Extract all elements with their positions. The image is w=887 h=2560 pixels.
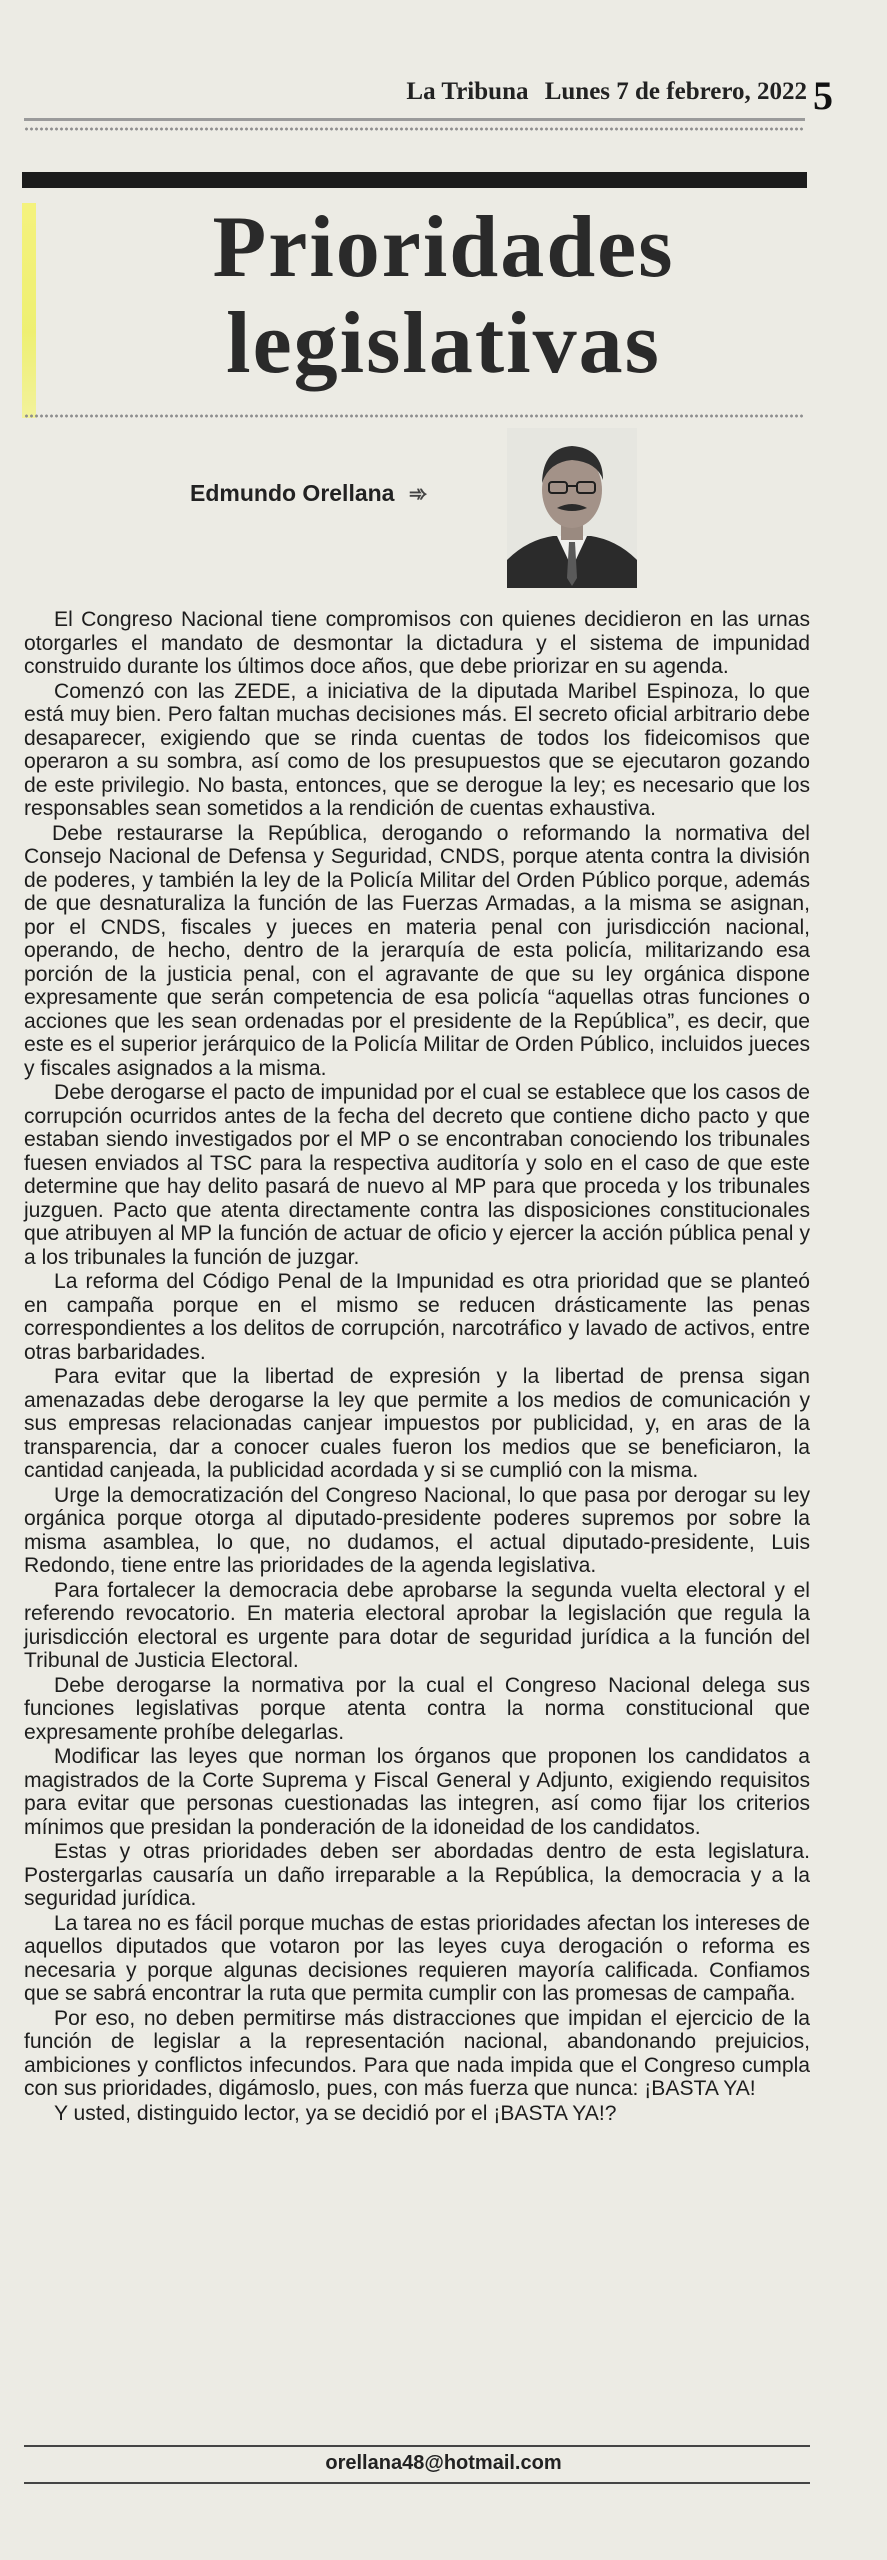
article-paragraph: Y usted, distinguido lector, ya se decidió por el ¡BASTA YA!?	[54, 2101, 617, 2125]
author-portrait	[507, 428, 637, 588]
article-paragraph: Modificar las leyes que norman los órganos que proponen los candidatos a magistrados de la Corte Suprema y Fiscal General y Adjunto, exigiendo requisitos para evitar que personas cuestionadas las integren, así como fijar los criterios mínimos que presidan la ponderación de la idoneidad de los candidatos.	[24, 1745, 810, 1839]
footer-rule-bottom	[24, 2482, 810, 2484]
headline-bar	[22, 172, 807, 188]
headline-line-1: Prioridades	[212, 199, 675, 296]
author-email: orellana48@hotmail.com	[325, 2452, 562, 2474]
article-paragraph: La tarea no es fácil porque muchas de estas prioridades afectan los intereses de aquellos diputados que votaron por las leyes cuya derogación o reforma es necesaria y porque algunas decisiones requieren mayoría calificada. Confiamos que se sabrá encontrar la ruta que permita cumplir con las promesas de campaña.	[24, 1911, 810, 2005]
article-paragraph: Debe derogarse el pacto de impunidad por el cual se establece que los casos de corrupción ocurridos antes de la fecha del decreto que contiene dicho pacto y que estaban siendo investigados por el MP o se encontraban conociendo los tribunales fuesen enviados al TSC para la respectiva auditoría y solo en el caso de que este determine que hay delito pasará de nuevo al MP para que proceda y los tribunales juzguen. Pacto que atenta directamente contra las disposiciones constitucionales que atribuyen al MP la función de actuar de oficio y ejercer la acción pública penal y a los tribunales la función de juzgar.	[24, 1081, 810, 1269]
article-paragraph: Urge la democratización del Congreso Nacional, lo que pasa por derogar su ley orgánica porque otorga al diputado-presidente poderes supremos por sobre la misma asamblea, lo que, no dudamos, el actual diputado-presidente, Luis Redondo, tiene entre las prioridades de la agenda legislativa.	[24, 1483, 810, 1577]
author-photo-icon	[507, 428, 637, 588]
masthead-rule	[24, 118, 805, 121]
article-paragraph: Estas y otras prioridades deben ser abordadas dentro de esta legislatura. Postergarlas causaría un daño irreparable a la República, la democracia y a la seguridad jurídica.	[24, 1840, 810, 1910]
newspaper-name: La Tribuna	[406, 78, 529, 105]
article-paragraph: Para evitar que la libertad de expresión y la libertad de prensa sigan amenazadas debe derogarse la ley que permite a los medios de comunicación y sus empresas relacionadas canjear impuestos por publicidad, y, en aras de la transparencia, dar a conocer cuales fueron los medios que se beneficiaron, la cantidad canjeada, la publicidad acordada y si se cumplió con la misma.	[24, 1365, 810, 1482]
article-paragraph: Debe derogarse la normativa por la cual el Congreso Nacional delega sus funciones legislativas porque atenta contra la norma constitucional que expresamente prohíbe delegarlas.	[24, 1673, 810, 1744]
article-paragraph: Debe restaurarse la República, derogando o reformando la normativa del Consejo Nacional de Defensa y Seguridad, CNDS, porque atenta contra la división de poderes, y también la ley de la Policía Militar del Orden Público porque, además de que desnaturaliza la función de las Fuerzas Armadas, a la misma se asignan, por el CNDS, fiscales y jueces en materia penal con jurisdicción nacional, operando, de hecho, dentro de la jerarquía de esta policía, militarizando esa porción de la justicia penal, con el agravante de que su ley orgánica dispone expresamente que serán competencia de esa policía “aquellas otras funciones o acciones que les sean ordenadas por el presidente de la República”, es decir, que este es el superior jerárquico de la Policía Militar de Orden Público, incluidos jueces y fiscales asignados a la misma.	[24, 821, 810, 1080]
article-paragraph: Para fortalecer la democracia debe aprobarse la segunda vuelta electoral y el referendo revocatorio. En materia electoral aprobar la legislación que regula la jurisdicción electoral es urgente para dotar de seguridad jurídica a la función del Tribunal de Justicia Electoral.	[24, 1578, 810, 1672]
article-paragraph: La reforma del Código Penal de la Impunidad es otra prioridad que se planteó en campaña porque en el mismo se reducen drásticamente las penas correspondientes a los delitos de corrupción, narcotráfico y lavado de activos, entre otras barbaridades.	[24, 1270, 810, 1364]
article-body	[24, 608, 810, 2126]
headline-line-2: legislativas	[226, 295, 661, 392]
headline-dotted-rule	[24, 413, 805, 419]
masthead	[24, 78, 807, 106]
article-paragraph: El Congreso Nacional tiene compromisos con quienes decidieron en las urnas otorgarles el mandato de desmontar la dictadura y el sistema de impunidad construido durante los últimos doce años, que debe priorizar en su agenda.	[24, 608, 810, 678]
byline	[190, 480, 427, 507]
masthead-dotted-rule	[24, 126, 805, 132]
author-name: Edmundo Orellana	[190, 480, 395, 506]
byline-arrow-icon: ➾	[408, 481, 428, 506]
article-paragraph: Comenzó con las ZEDE, a iniciativa de la diputada Maribel Espinoza, lo que está muy bien. Pero faltan muchas decisiones más. El secreto oficial arbitrario debe desaparecer, exigiendo que se rinda cuentas de todos los fideicomisos que operaron a su sombra, así como de los presupuestos que se ejecutaron gozando de este privilegio. No basta, entonces, que se derogue la ley; es necesario que los responsables sean sometidos a la rendición de cuentas exhaustiva.	[24, 679, 810, 820]
article-paragraph: Por eso, no deben permitirse más distracciones que impidan el ejercicio de la función de legislar a la representación nacional, abandonando prejuicios, ambiciones y conflictos infecundos. Para que nada impida que el Congreso cumpla con sus prioridades, digámoslo, pues, con más fuerza que nunca: ¡BASTA YA!	[24, 2006, 810, 2100]
page-number: 5	[813, 73, 833, 118]
publication-date: Lunes 7 de febrero, 2022	[544, 78, 807, 105]
headline	[0, 200, 887, 392]
footer-rule-top	[24, 2445, 810, 2447]
